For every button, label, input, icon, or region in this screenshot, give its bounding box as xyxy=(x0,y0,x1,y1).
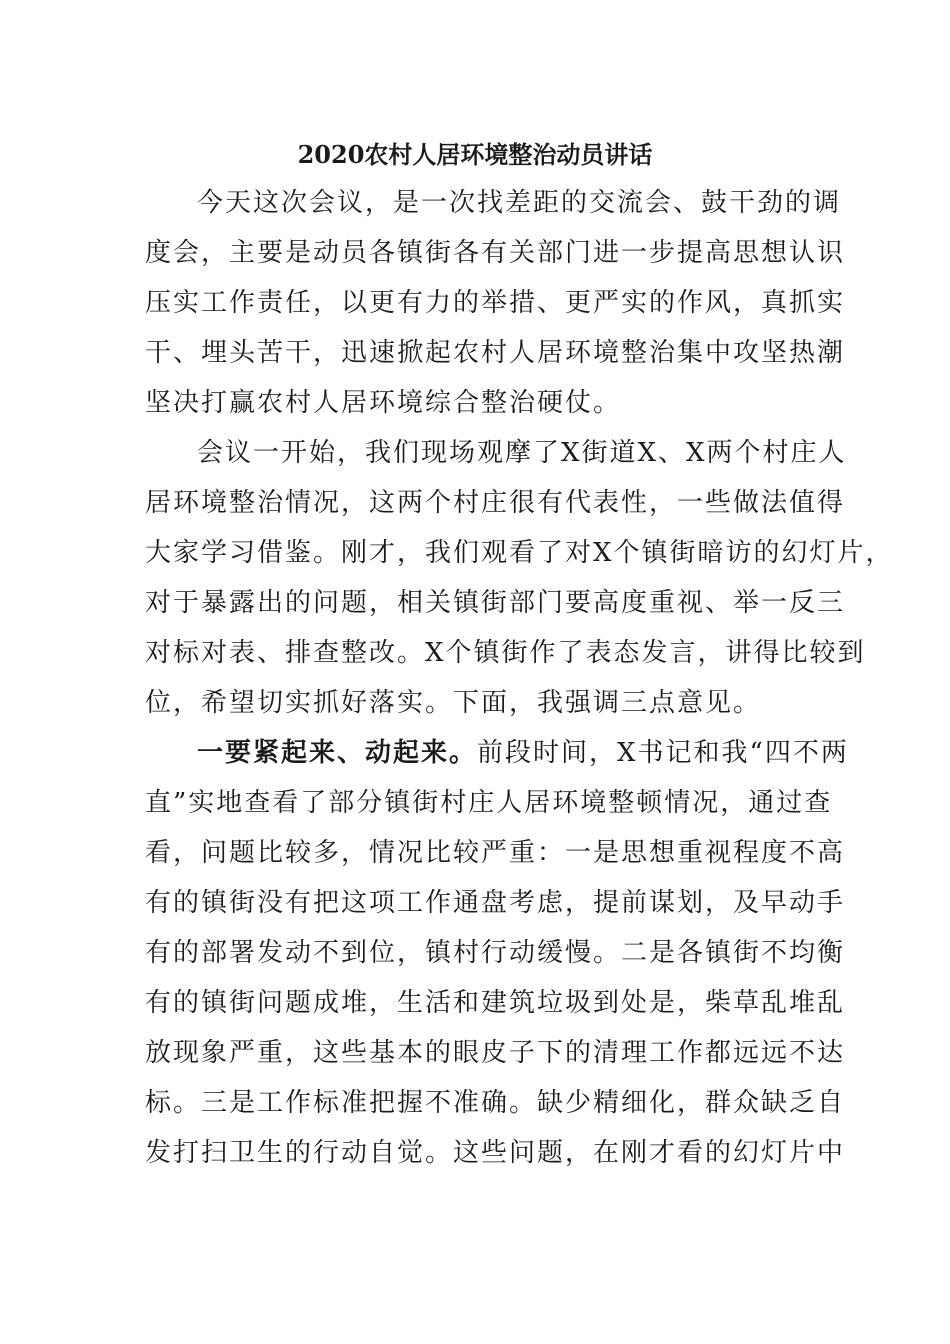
paragraph-2-line-3: 大家学习借鉴。刚才，我们观看了对X个镇街暗访的幻灯片， xyxy=(145,538,894,568)
paragraph-2-line-2: 居环境整治情况，这两个村庄很有代表性，一些做法值得 xyxy=(145,488,846,518)
paragraph-3-first-rest: 前段时间，X书记和我“四不两 xyxy=(477,738,849,768)
paragraph-3-lead: 一要紧起来、动起来。 xyxy=(197,738,478,768)
paragraph-1-line-2: 度会，主要是动员各镇街各有关部门进一步提高思想认识 xyxy=(145,238,846,268)
paragraph-1-line-4: 干、埋头苦干，迅速掀起农村人居环境整治集中攻坚热潮 xyxy=(145,338,846,368)
paragraph-3-line-4: 有的镇街没有把这项工作通盘考虑，提前谋划，及早动手 xyxy=(145,888,846,918)
paragraph-1-line-1: 今天这次会议，是一次找差距的交流会、鼓干劲的调 xyxy=(197,188,842,218)
paragraph-3-line-3: 看，问题比较多，情况比较严重：一是思想重视程度不高 xyxy=(145,838,846,868)
paragraph-3-line-1 xyxy=(197,727,849,779)
paragraph-2-line-6: 位，希望切实抓好落实。下面，我强调三点意见。 xyxy=(145,688,762,718)
paragraph-3-line-6: 有的镇街问题成堆，生活和建筑垃圾到处是，柴草乱堆乱 xyxy=(145,988,846,1018)
paragraph-1-line-5: 坚决打赢农村人居环境综合整治硬仗。 xyxy=(145,388,622,418)
paragraph-3-line-7: 放现象严重，这些基本的眼皮子下的清理工作都远远不达 xyxy=(145,1038,846,1068)
paragraph-3-line-9: 发打扫卫生的行动自觉。这些问题，在刚才看的幻灯片中 xyxy=(145,1138,846,1168)
paragraph-2-line-5: 对标对表、排查整改。X个镇街作了表态发言，讲得比较到 xyxy=(145,638,866,668)
document-title: 2020农村人居环境整治动员讲话 xyxy=(297,140,653,169)
paragraph-1-line-3: 压实工作责任，以更有力的举措、更严实的作风，真抓实 xyxy=(145,288,846,318)
paragraph-2-line-1: 会议一开始，我们现场观摩了X街道X、X两个村庄人 xyxy=(197,438,847,468)
paragraph-3-line-5: 有的部署发动不到位，镇村行动缓慢。二是各镇街不均衡 xyxy=(145,938,846,968)
paragraph-3-line-8: 标。三是工作标准把握不准确。缺少精细化，群众缺乏自 xyxy=(145,1088,846,1118)
paragraph-3-line-2: 直”实地查看了部分镇街村庄人居环境整顿情况，通过查 xyxy=(145,788,833,818)
paragraph-2-line-4: 对于暴露出的问题，相关镇街部门要高度重视、举一反三 xyxy=(145,588,846,618)
